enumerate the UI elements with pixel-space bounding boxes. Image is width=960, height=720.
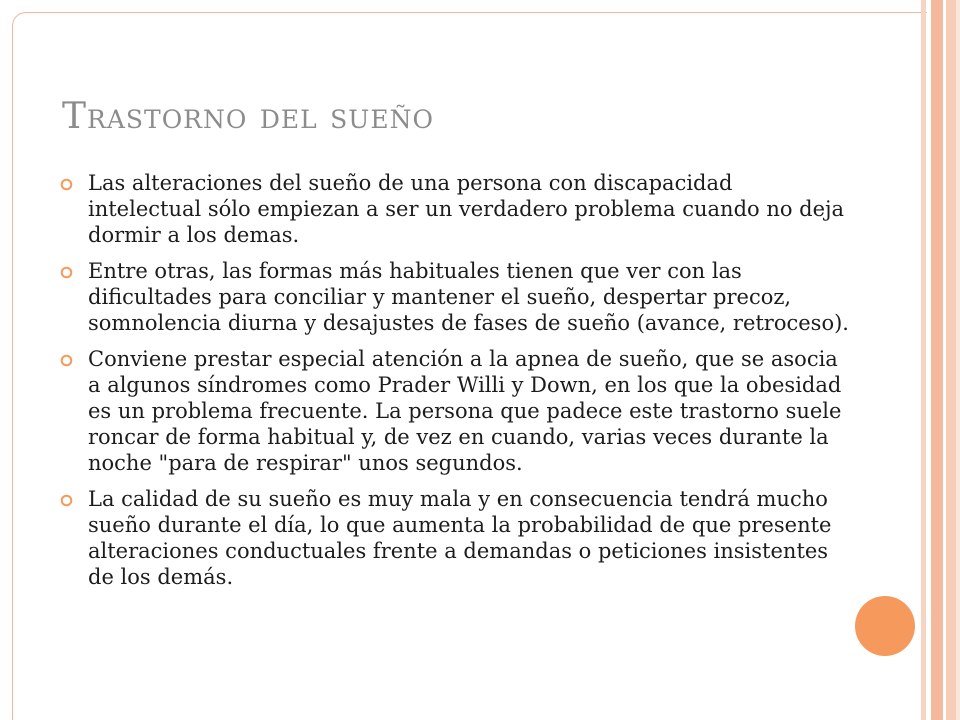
bullet-text: La calidad de su sueño es muy mala y en consecuencia tendrá mucho sueño durante el día, lo que aumenta la probabilidad de que presente alteraciones conductuales frente a demandas o peticiones insistentes de los demás. xyxy=(88,487,832,589)
decorative-stripe xyxy=(946,0,956,720)
bullet-item xyxy=(60,258,850,336)
slide-title: Trastorno del sueño xyxy=(62,96,434,137)
decorative-stripe xyxy=(956,0,960,720)
bullet-list xyxy=(60,170,850,600)
bullet-text: Conviene prestar especial atención a la apnea de sueño, que se asocia a algunos síndromes como Prader Willi y Down, en los que la obesidad es un problema frecuente. La persona que padece este trastorno suele roncar de forma habitual y, de vez en cuando, varias veces durante la noche "para de respirar" unos segundos. xyxy=(88,347,842,475)
decorative-stripe xyxy=(931,0,943,720)
bullet-item xyxy=(60,170,850,248)
bullet-item xyxy=(60,486,850,590)
bullet-item xyxy=(60,346,850,476)
bullet-text: Las alteraciones del sueño de una persona con discapacidad intelectual sólo empiezan a ser un verdadero problema cuando no deja dormir a los demas. xyxy=(88,171,845,247)
decorative-circle xyxy=(855,596,915,656)
bullet-ring-icon xyxy=(60,266,73,279)
bullet-ring-icon xyxy=(60,494,73,507)
decorative-stripe xyxy=(921,0,926,720)
bullet-text: Entre otras, las formas más habituales tienen que ver con las dificultades para conciliar y mantener el sueño, despertar precoz, somnolencia diurna y desajustes de fases de sueño (avance, retroceso). xyxy=(88,259,849,335)
bullet-ring-icon xyxy=(60,178,73,191)
bullet-ring-icon xyxy=(60,354,73,367)
